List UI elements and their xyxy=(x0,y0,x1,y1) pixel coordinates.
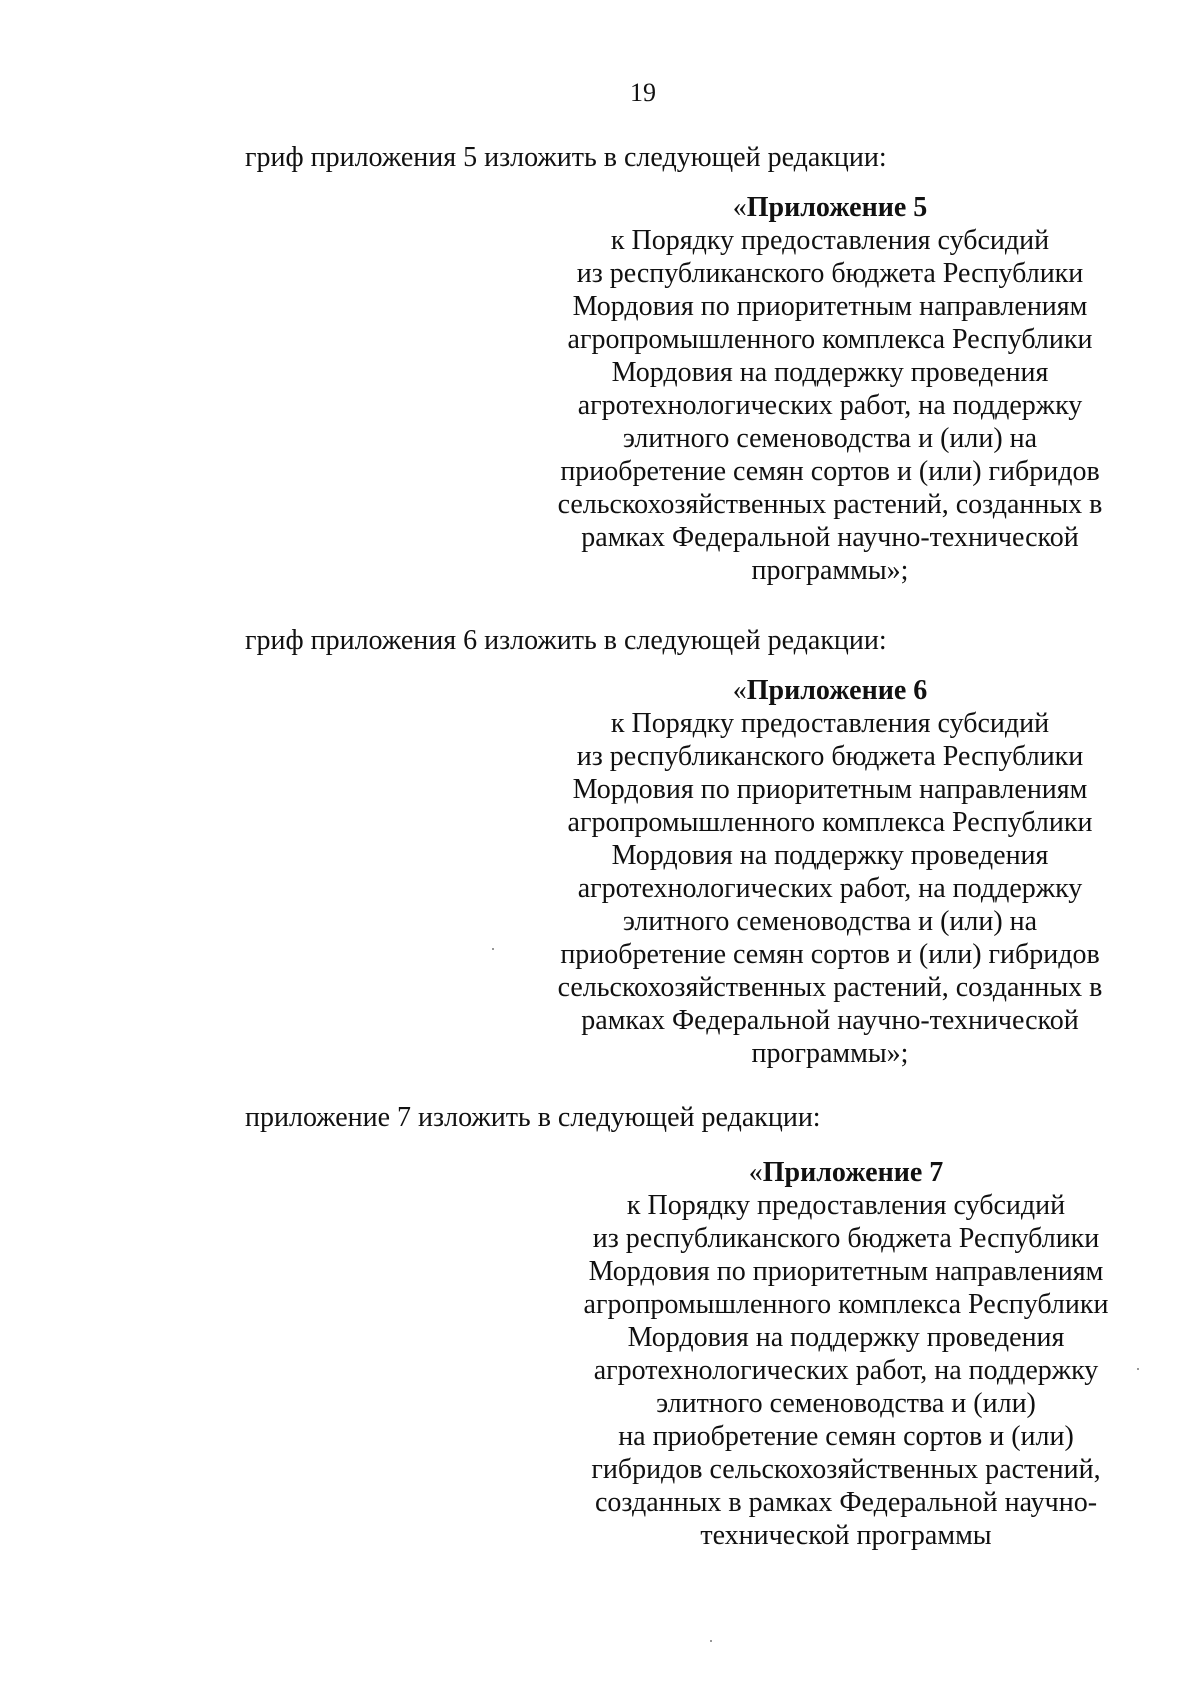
instruction-appendix-7: приложение 7 изложить в следующей редакции: xyxy=(245,1102,821,1133)
stamp-line: технической программы xyxy=(700,1520,992,1551)
stamp-line: агропромышленного комплекса Республики xyxy=(567,807,1093,838)
stamp-line: агротехнологических работ, на поддержку xyxy=(577,873,1083,904)
stamp-line: Мордовия на поддержку проведения xyxy=(611,357,1049,388)
stamp-line: сельскохозяйственных растений, созданных в xyxy=(557,972,1103,1003)
stamp-open-quote: « xyxy=(732,192,747,223)
stamp-heading: Приложение 5 xyxy=(746,192,928,223)
stamp-line: к Порядку предоставления субсидий xyxy=(626,1190,1066,1221)
stamp-line: Мордовия на поддержку проведения xyxy=(611,840,1049,871)
stamp-heading-line xyxy=(550,191,1110,224)
stamp-heading-line xyxy=(550,674,1110,707)
stamp-line: Мордовия на поддержку проведения xyxy=(627,1322,1065,1353)
stamp-line: рамках Федеральной научно-технической xyxy=(581,1005,1079,1036)
stamp-line: гибридов сельскохозяйственных растений, xyxy=(591,1454,1101,1485)
scan-speck xyxy=(1137,1368,1139,1370)
stamp-appendix-7 xyxy=(566,1156,1126,1552)
stamp-line: созданных в рамках Федеральной научно- xyxy=(594,1487,1098,1518)
stamp-line: элитного семеноводства и (или) на xyxy=(622,906,1038,937)
stamp-line: Мордовия по приоритетным направлениям xyxy=(588,1256,1104,1287)
stamp-line: сельскохозяйственных растений, созданных в xyxy=(557,489,1103,520)
stamp-line: агротехнологических работ, на поддержку xyxy=(577,390,1083,421)
stamp-line: агротехнологических работ, на поддержку xyxy=(593,1355,1099,1386)
stamp-line: приобретение семян сортов и (или) гибридов xyxy=(560,456,1100,487)
stamp-open-quote: « xyxy=(748,1157,763,1188)
stamp-appendix-5 xyxy=(550,191,1110,587)
stamp-heading: Приложение 7 xyxy=(762,1157,944,1188)
instruction-appendix-5: гриф приложения 5 изложить в следующей редакции: xyxy=(245,142,887,173)
page-number: 19 xyxy=(630,78,656,107)
stamp-line: рамках Федеральной научно-технической xyxy=(581,522,1079,553)
stamp-line: программы»; xyxy=(751,1038,909,1069)
stamp-line: агропромышленного комплекса Республики xyxy=(567,324,1093,355)
stamp-line: Мордовия по приоритетным направлениям xyxy=(572,291,1088,322)
stamp-open-quote: « xyxy=(732,675,747,706)
stamp-line: к Порядку предоставления субсидий xyxy=(610,708,1050,739)
stamp-appendix-6 xyxy=(550,674,1110,1070)
stamp-line: на приобретение семян сортов и (или) xyxy=(618,1421,1074,1452)
stamp-line: приобретение семян сортов и (или) гибридов xyxy=(560,939,1100,970)
stamp-line: Мордовия по приоритетным направлениям xyxy=(572,774,1088,805)
stamp-line: агропромышленного комплекса Республики xyxy=(583,1289,1109,1320)
stamp-line: элитного семеноводства и (или) xyxy=(656,1388,1036,1419)
stamp-heading: Приложение 6 xyxy=(746,675,928,706)
stamp-line: к Порядку предоставления субсидий xyxy=(610,225,1050,256)
stamp-line: программы»; xyxy=(751,555,909,586)
instruction-appendix-6: гриф приложения 6 изложить в следующей редакции: xyxy=(245,625,887,656)
scan-speck xyxy=(492,948,494,950)
stamp-line: из республиканского бюджета Республики xyxy=(592,1223,1100,1254)
stamp-heading-line xyxy=(566,1156,1126,1189)
stamp-line: из республиканского бюджета Республики xyxy=(576,741,1084,772)
stamp-line: элитного семеноводства и (или) на xyxy=(622,423,1038,454)
scan-speck xyxy=(710,1640,712,1642)
stamp-line: из республиканского бюджета Республики xyxy=(576,258,1084,289)
